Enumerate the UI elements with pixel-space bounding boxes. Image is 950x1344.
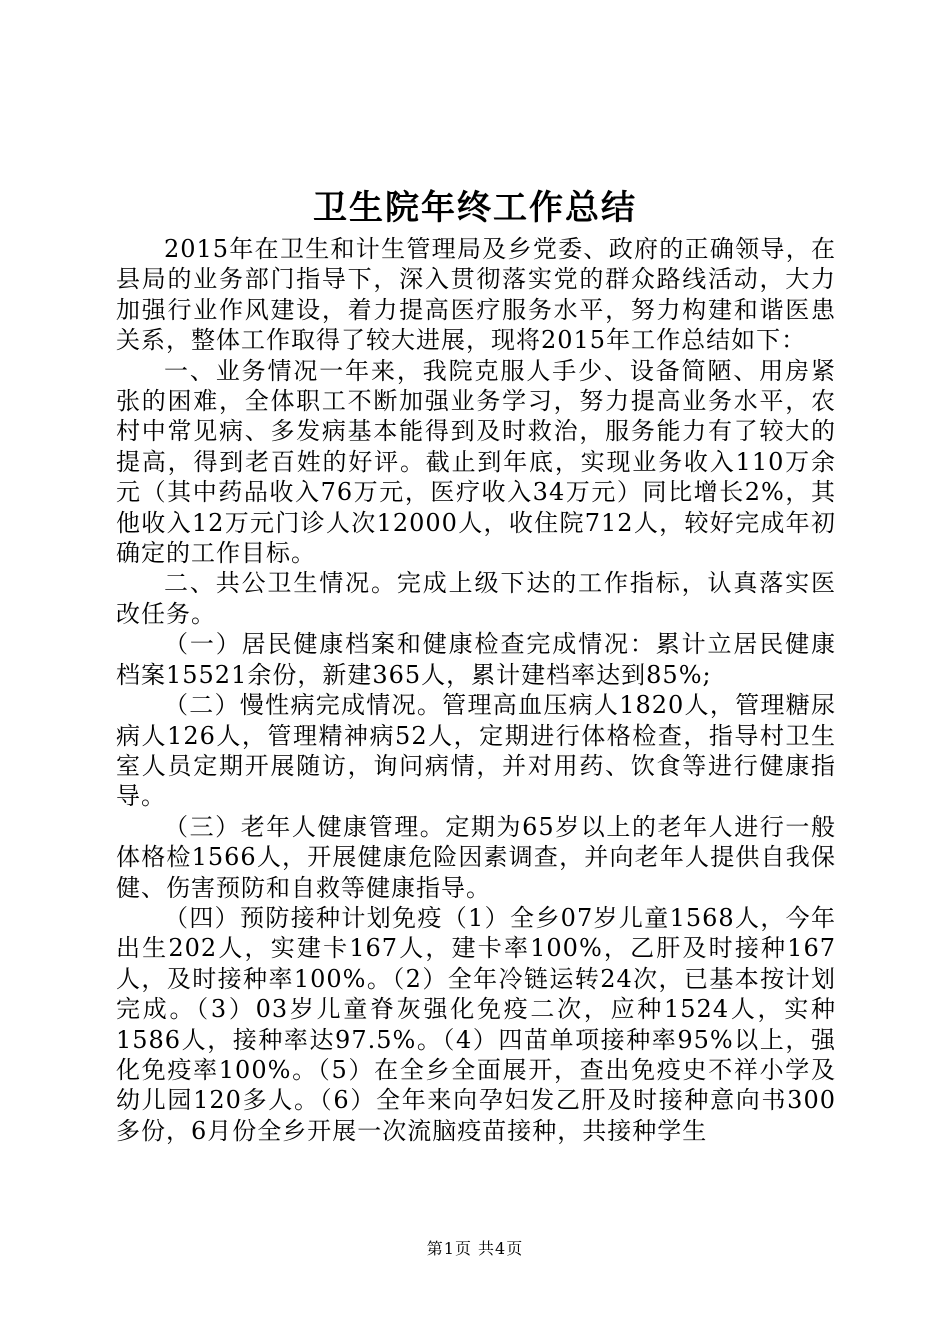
page-number-footer: 第1页 共4页 bbox=[426, 1239, 524, 1258]
paragraph-chronic-disease: （二）慢性病完成情况。管理高血压病人1820人，管理糖尿病人126人，管理精神病52人，定期进行体格检查，指导村卫生室人员定期开展随访，询问病情，并对用药、饮食等进行健康指导。 bbox=[116, 691, 836, 811]
document-body bbox=[116, 234, 836, 1146]
paragraph-elderly-care: （三）老年人健康管理。定期为65岁以上的老年人进行一般体格检1566人，开展健康危险因素调查，并向老年人提供自我保健、伤害预防和自救等健康指导。 bbox=[116, 812, 836, 902]
paragraph-vaccination: （四）预防接种计划免疫（1）全乡07岁儿童1568人，今年出生202人，实建卡167人，建卡率100%，乙肝及时接种167人，及时接种率100%。（2）全年冷链运转24次，已基本按计划完成。（3）03岁儿童脊灰强化免疫二次，应种1524人，实种1586人，接种率达97.5%。（4）四苗单项接种率95%以上，强化免疫率100%。（5）在全乡全面展开，查出免疫史不祥小学及幼儿园120多人。（6）全年来向孕妇发乙肝及时接种意向书300多份，6月份全乡开展一次流脑疫苗接种，共接种学生 bbox=[116, 903, 836, 1145]
paragraph-business: 一、业务情况一年来，我院克服人手少、设备简陋、用房紧张的困难，全体职工不断加强业务学习，努力提高业务水平，农村中常见病、多发病基本能得到及时救治，服务能力有了较大的提高，得到老百姓的好评。截止到年底，实现业务收入110万余元（其中药品收入76万元，医疗收入34万元）同比增长2%，其他收入12万元门诊人次12000人，收住院712人，较好完成年初确定的工作目标。 bbox=[116, 356, 836, 568]
paragraph-health-records: （一）居民健康档案和健康检查完成情况：累计立居民健康档案15521余份，新建365人，累计建档率达到85%; bbox=[116, 630, 836, 689]
paragraph-intro: 2015年在卫生和计生管理局及乡党委、政府的正确领导，在县局的业务部门指导下，深入贯彻落实党的群众路线活动，大力加强行业作风建设，着力提高医疗服务水平，努力构建和谐医患关系，整体工作取得了较大进展，现将2015年工作总结如下： bbox=[116, 235, 836, 355]
paragraph-public-health: 二、共公卫生情况。完成上级下达的工作指标，认真落实医改任务。 bbox=[116, 569, 836, 628]
document-title: 卫生院年终工作总结 bbox=[313, 188, 637, 228]
